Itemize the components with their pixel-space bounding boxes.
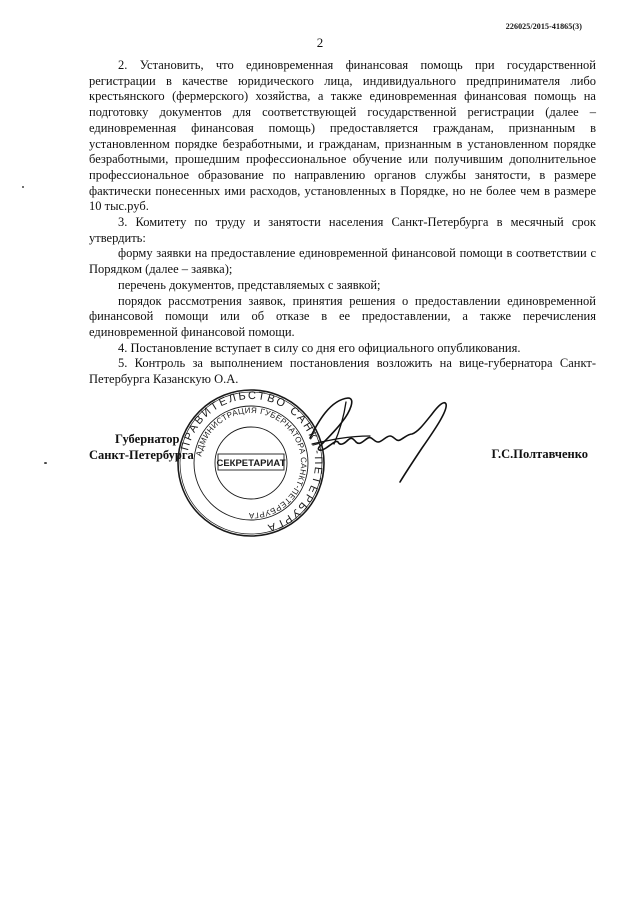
document-number: 226025/2015-41865(3) [505, 22, 582, 31]
page-number: 2 [316, 35, 324, 50]
signatory-title-line1: Губернатор [115, 432, 180, 446]
paragraph-4: 4. Постановление вступает в силу со дня его официального опубликования. [118, 340, 521, 355]
paragraph-3-item-form: форму заявки на предоставление единовременной финансовой помощи в соответствии с Порядком (далее – заявка); [89, 246, 596, 277]
handwritten-signature [290, 392, 460, 492]
paragraph-3-item-procedure: порядок рассмотрения заявок, принятия решения о предоставлении единовременной финансовой помощи или об отказе в ее предоставлении, а также перечисления единовременной финансовой помощи. [89, 293, 596, 339]
paragraph-3: 3. Комитету по труду и занятости населения Санкт-Петербурга в месячный срок утвердить: [89, 215, 596, 245]
seal-center-text: СЕКРЕТАРИАТ [216, 458, 286, 469]
scan-speck [44, 462, 47, 464]
signatory-title-line2: Санкт-Петербурга [89, 448, 194, 462]
paragraph-3-item-list: перечень документов, представляемых с заявкой; [118, 277, 381, 292]
paragraph-2: 2. Установить, что единовременная финансовая помощь при государственной регистрации в качестве юридического лица, индивидуального предпринимателя либо крестьянского (фермерского) хозяйства, а также единовременная финансовая помощь на подготовку документов для соответствующей государственной регистрации (далее – единовременная финансовая помощь) предоставляется гражданам, признанным в установленном порядке безработными, и гражданам, признанным в установленном порядке безработными, прошедшим профессиональное обучение или получившим дополнительное профессиональное образование по направлению органов службы занятости, в размере фактически понесенных ими расходов, установленных в Порядке, но не более чем в размере 10 тыс.руб. [89, 58, 596, 214]
document-body [89, 58, 596, 388]
scan-speck [22, 186, 24, 188]
paragraph-5: 5. Контроль за выполнением постановления возложить на вице-губернатора Санкт-Петербурга Казанскую О.А. [89, 356, 596, 387]
seal-inner-text: АДМИНИСТРАЦИЯ ГУБЕРНАТОРА САНКТ-ПЕТЕРБУРГА [194, 405, 309, 521]
seal-outer-text: ПРАВИТЕЛЬСТВО САНКТ-ПЕТЕРБУРГА [179, 389, 325, 535]
signatory-name: Г.С.Полтавченко [491, 447, 588, 461]
